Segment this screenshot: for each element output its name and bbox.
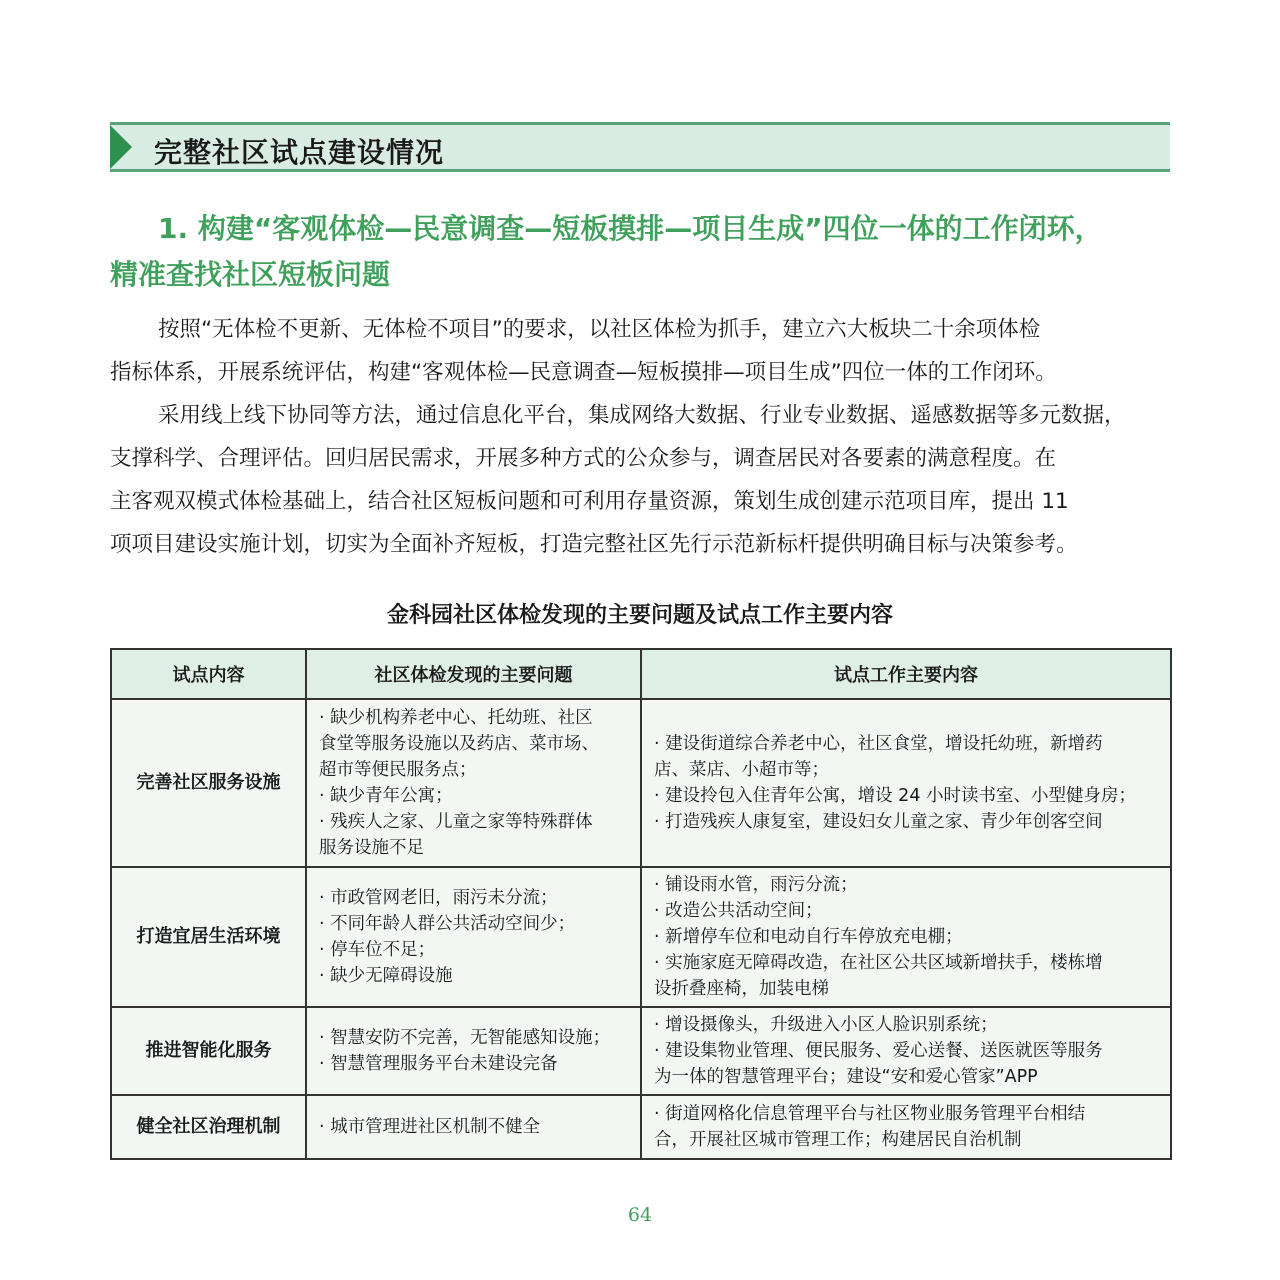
table-title: 金科园社区体检发现的主要问题及试点工作主要内容: [386, 603, 893, 628]
cell-line: · 缺少机构养老中心、托幼班、社区: [319, 708, 593, 728]
table-row: [111, 1095, 1171, 1159]
row-work: [641, 867, 1171, 1007]
header-pilot-content: 试点内容: [111, 649, 306, 699]
table-row: [111, 1007, 1171, 1095]
table-header-row: [111, 649, 1171, 699]
cell-line: · 街道网格化信息管理平台与社区物业服务管理平台相结: [654, 1104, 1086, 1124]
row-problems: [306, 699, 641, 867]
paragraph-2: [110, 394, 1172, 566]
row-work: [641, 699, 1171, 867]
cell-line: 合，开展社区城市管理工作；构建居民自治机制: [654, 1130, 1022, 1150]
row-problems: [306, 867, 641, 1007]
row-problems: [306, 1095, 641, 1159]
cell-line: 食堂等服务设施以及药店、菜市场、: [319, 734, 599, 754]
paragraph-line: 按照“无体检不更新、无体检不项目”的要求，以社区体检为抓手，建立六大板块二十余项体检: [158, 317, 1041, 342]
row-category: 健全社区治理机制: [111, 1095, 306, 1159]
section-title: 完整社区试点建设情况: [154, 136, 445, 169]
paragraph-line: 项项目建设实施计划，切实为全面补齐短板，打造完整社区先行示范新标杆提供明确目标与决策参考。: [110, 532, 1078, 557]
cell-line: · 打造残疾人康复室，建设妇女儿童之家、青少年创客空间: [654, 812, 1103, 832]
cell-line: · 建设街道综合养老中心，社区食堂，增设托幼班，新增药: [654, 734, 1103, 754]
page-number: 64: [627, 1204, 653, 1226]
cell-line: · 建设拎包入住青年公寓，增设 24 小时读书室、小型健身房；: [654, 786, 1137, 806]
cell-line: 店、菜店、小超市等；: [654, 760, 829, 780]
cell-line: · 缺少无障碍设施: [319, 966, 453, 986]
cell-line: · 残疾人之家、儿童之家等特殊群体: [319, 812, 593, 832]
cell-line: · 增设摄像头，升级进入小区人脸识别系统；: [654, 1015, 998, 1035]
row-problems: [306, 1007, 641, 1095]
paragraph-line: 指标体系，开展系统评估，构建“客观体检—民意调查—短板摸排—项目生成”四位一体的工作闭环。: [110, 360, 1057, 385]
cell-line: 服务设施不足: [319, 838, 424, 858]
cell-line: · 智慧管理服务平台未建设完备: [319, 1054, 558, 1074]
cell-line: · 停车位不足；: [319, 940, 436, 960]
cell-line: · 建设集物业管理、便民服务、爱心送餐、送医就医等服务: [654, 1041, 1103, 1061]
header-problems: 社区体检发现的主要问题: [306, 649, 641, 699]
cell-line: · 智慧安防不完善，无智能感知设施；: [319, 1028, 611, 1048]
cell-line: 为一体的智慧管理平台；建设“安和爱心管家”APP: [654, 1067, 1038, 1087]
sub-heading-line-1: 1. 构建“客观体检—民意调查—短板摸排—项目生成”四位一体的工作闭环，: [158, 212, 1103, 245]
header-work-content: 试点工作主要内容: [641, 649, 1171, 699]
row-work: [641, 1007, 1171, 1095]
cell-line: · 市政管网老旧，雨污未分流；: [319, 888, 558, 908]
row-category: 推进智能化服务: [111, 1007, 306, 1095]
paragraph-line: 采用线上线下协同等方法，通过信息化平台，集成网络大数据、行业专业数据、遥感数据等多元数据，: [158, 403, 1126, 428]
cell-line: · 实施家庭无障碍改造，在社区公共区域新增扶手，楼栋增: [654, 953, 1103, 973]
table-row: [111, 699, 1171, 867]
cell-line: · 铺设雨水管，雨污分流；: [654, 875, 858, 895]
row-work: [641, 1095, 1171, 1159]
cell-line: · 改造公共活动空间；: [654, 901, 823, 921]
row-category: 打造宜居生活环境: [111, 867, 306, 1007]
cell-line: · 城市管理进社区机制不健全: [319, 1117, 541, 1137]
cell-line: 超市等便民服务点；: [319, 760, 477, 780]
triangle-arrow-icon: [110, 125, 132, 169]
cell-line: 设折叠座椅，加装电梯: [654, 979, 829, 999]
sub-heading-line-2: 精准查找社区短板问题: [110, 258, 391, 291]
section-header: [110, 122, 1170, 172]
row-category: 完善社区服务设施: [111, 699, 306, 867]
paragraph-1: [110, 308, 1172, 394]
paragraph-line: 支撑科学、合理评估。回归居民需求，开展多种方式的公众参与，调查居民对各要素的满意程度。在: [110, 446, 1057, 471]
problems-table: [110, 648, 1172, 1160]
table-row: [111, 867, 1171, 1007]
cell-line: · 不同年龄人群公共活动空间少；: [319, 914, 576, 934]
cell-line: · 新增停车位和电动自行车停放充电棚；: [654, 927, 963, 947]
cell-line: · 缺少青年公寓；: [319, 786, 453, 806]
sub-heading: [110, 206, 1180, 298]
paragraph-line: 主客观双模式体检基础上，结合社区短板问题和可利用存量资源，策划生成创建示范项目库，提出 11: [110, 489, 1069, 514]
